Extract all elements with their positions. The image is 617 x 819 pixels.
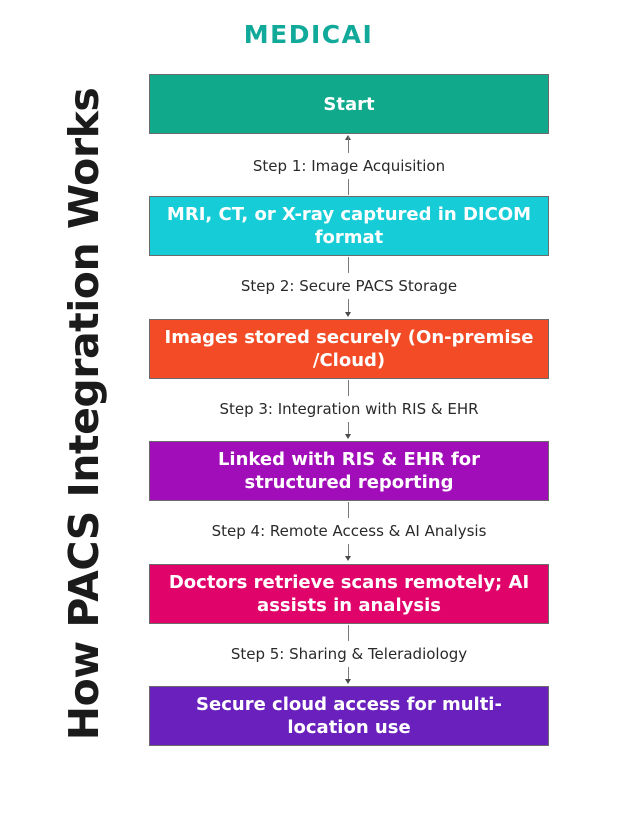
flow-box-integration xyxy=(149,441,549,501)
flow-box-acquisition xyxy=(149,196,549,256)
flow-box-sharing xyxy=(149,686,549,746)
connector-line xyxy=(348,137,349,153)
medicai-logo: MEDICAI xyxy=(243,20,374,49)
flow-box-remote-label: Doctors retrieve scans remotely; AI assists in analysis xyxy=(168,572,530,616)
flow-box-storage-label: Images stored securely (On-premise /Cloud) xyxy=(164,327,534,371)
flow-box-start xyxy=(149,74,549,134)
connector-line xyxy=(348,625,349,641)
step-label-1: Step 1: Image Acquisition xyxy=(252,157,446,175)
step-label-3: Step 3: Integration with RIS & EHR xyxy=(219,400,479,418)
connector-line xyxy=(348,502,349,518)
flow-box-integration-label: Linked with RIS & EHR for structured reporting xyxy=(217,449,481,493)
step-label-4: Step 4: Remote Access & AI Analysis xyxy=(211,522,487,540)
flow-box-sharing-label: Secure cloud access for multi-location use xyxy=(196,694,502,738)
flow-box-start-label: Start xyxy=(323,93,375,115)
flow-box-acquisition-label: MRI, CT, or X-ray captured in DICOM format xyxy=(166,204,532,248)
connector-line xyxy=(348,257,349,273)
connector-line xyxy=(348,380,349,396)
flow-box-remote xyxy=(149,564,549,624)
connector-line xyxy=(348,299,349,313)
arrow-down-icon xyxy=(345,679,351,684)
arrow-down-icon xyxy=(345,556,351,561)
flow-box-storage xyxy=(149,319,549,379)
page-title: How PACS Integration Works xyxy=(60,87,108,741)
step-label-5: Step 5: Sharing & Teleradiology xyxy=(230,645,468,663)
arrow-down-icon xyxy=(345,434,351,439)
connector-line xyxy=(348,179,349,195)
arrow-down-icon xyxy=(345,312,351,317)
step-label-2: Step 2: Secure PACS Storage xyxy=(240,277,458,295)
